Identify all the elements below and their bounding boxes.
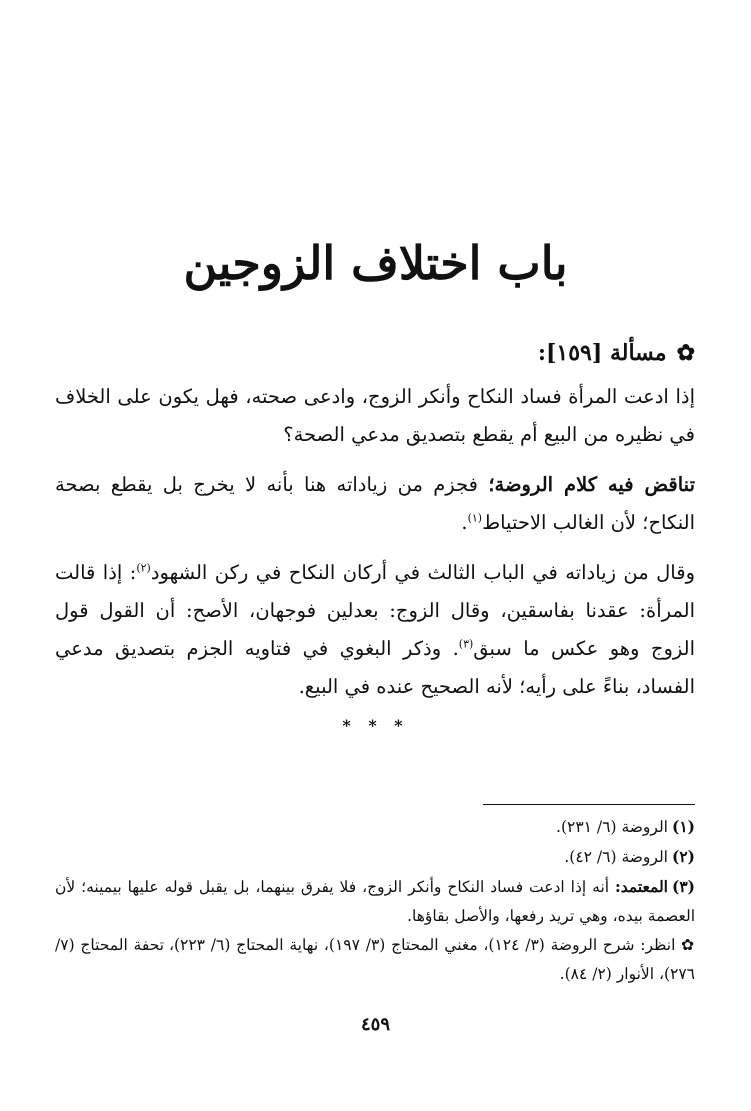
- paragraph-contradiction: [55, 466, 695, 542]
- issue-label: مسألة [١٥٩]:: [537, 340, 667, 366]
- footnote-ref-2[interactable]: (٢): [136, 561, 151, 575]
- footnote-see-also: [55, 931, 695, 989]
- contradiction-text: فجزم من زياداته هنا بأنه لا يخرج بل يقطع بصحة النكاح؛ لأن الغالب الاحتياط: [55, 473, 695, 534]
- chapter-title: باب اختلاف الزوجين: [183, 236, 568, 290]
- section-separator: * * *: [342, 716, 409, 735]
- paragraph-witnesses: [55, 554, 695, 706]
- see-label: انظر:: [640, 936, 676, 954]
- see-text: شرح الروضة (٣/ ١٢٤)، مغني المحتاج (٣/ ١٩٧)، نهاية المحتاج (٦/ ٢٢٣)، تحفة المحتاج (٧/ ٢٧٦)، الأنوار (٢/ ٨٤).: [55, 936, 695, 983]
- footnotes: [55, 812, 695, 989]
- footnote-number: (٣): [671, 877, 695, 896]
- flower-star-icon: ✿: [675, 936, 696, 954]
- contradiction-label: تناقض فيه كلام الروضة؛: [488, 473, 695, 496]
- footnote-2: [55, 842, 695, 872]
- footnote-text: الروضة (٦/ ٢٣١).: [556, 818, 668, 836]
- witnesses-text-c: . وذكر البغوي في فتاويه الجزم بتصديق مدعي الفساد، بناءً على رأيه؛ لأنه الصحيح عنده في البيع.: [55, 637, 695, 698]
- footnote-3: [55, 872, 695, 931]
- witnesses-text-b: : إذا قالت المرأة: عقدنا بفاسقين، وقال الزوج: بعدلين فوجهان، الأصح: أن القول قول الزوج وهو عكس ما سبق: [55, 561, 696, 660]
- footnote-text: أنه إذا ادعت فساد النكاح وأنكر الزوج، فلا يفرق بينهما، بل يقبل قوله عليها بيمينه؛ لأن العصمة بيده، وهي تريد رفعها، والأصل بقاؤها.: [55, 878, 695, 925]
- paragraph-question: إذا ادعت المرأة فساد النكاح وأنكر الزوج، وادعى صحته، فهل يكون على الخلاف في نظيره من البيع أم يقطع بتصديق مدعي الصحة؟: [55, 385, 695, 446]
- footnote-text: الروضة (٦/ ٤٢).: [564, 848, 668, 866]
- footnote-ref-3[interactable]: (٣): [458, 637, 474, 651]
- footnote-number: (٢): [671, 847, 695, 866]
- flower-star-icon: ✿: [676, 340, 695, 366]
- issue-heading: [55, 336, 695, 370]
- contradiction-end: .: [461, 511, 468, 534]
- witnesses-text-a: وقال من زياداته في الباب الثالث في أركان النكاح في ركن الشهود: [150, 561, 695, 584]
- footnote-ref-1[interactable]: (١): [467, 511, 483, 525]
- page-number: ٤٥٩: [360, 1014, 390, 1035]
- footnote-divider: [483, 804, 695, 805]
- footnote-1: [55, 812, 695, 842]
- footnote-label-mutamad: المعتمد:: [615, 877, 668, 896]
- footnote-number: (١): [671, 817, 695, 836]
